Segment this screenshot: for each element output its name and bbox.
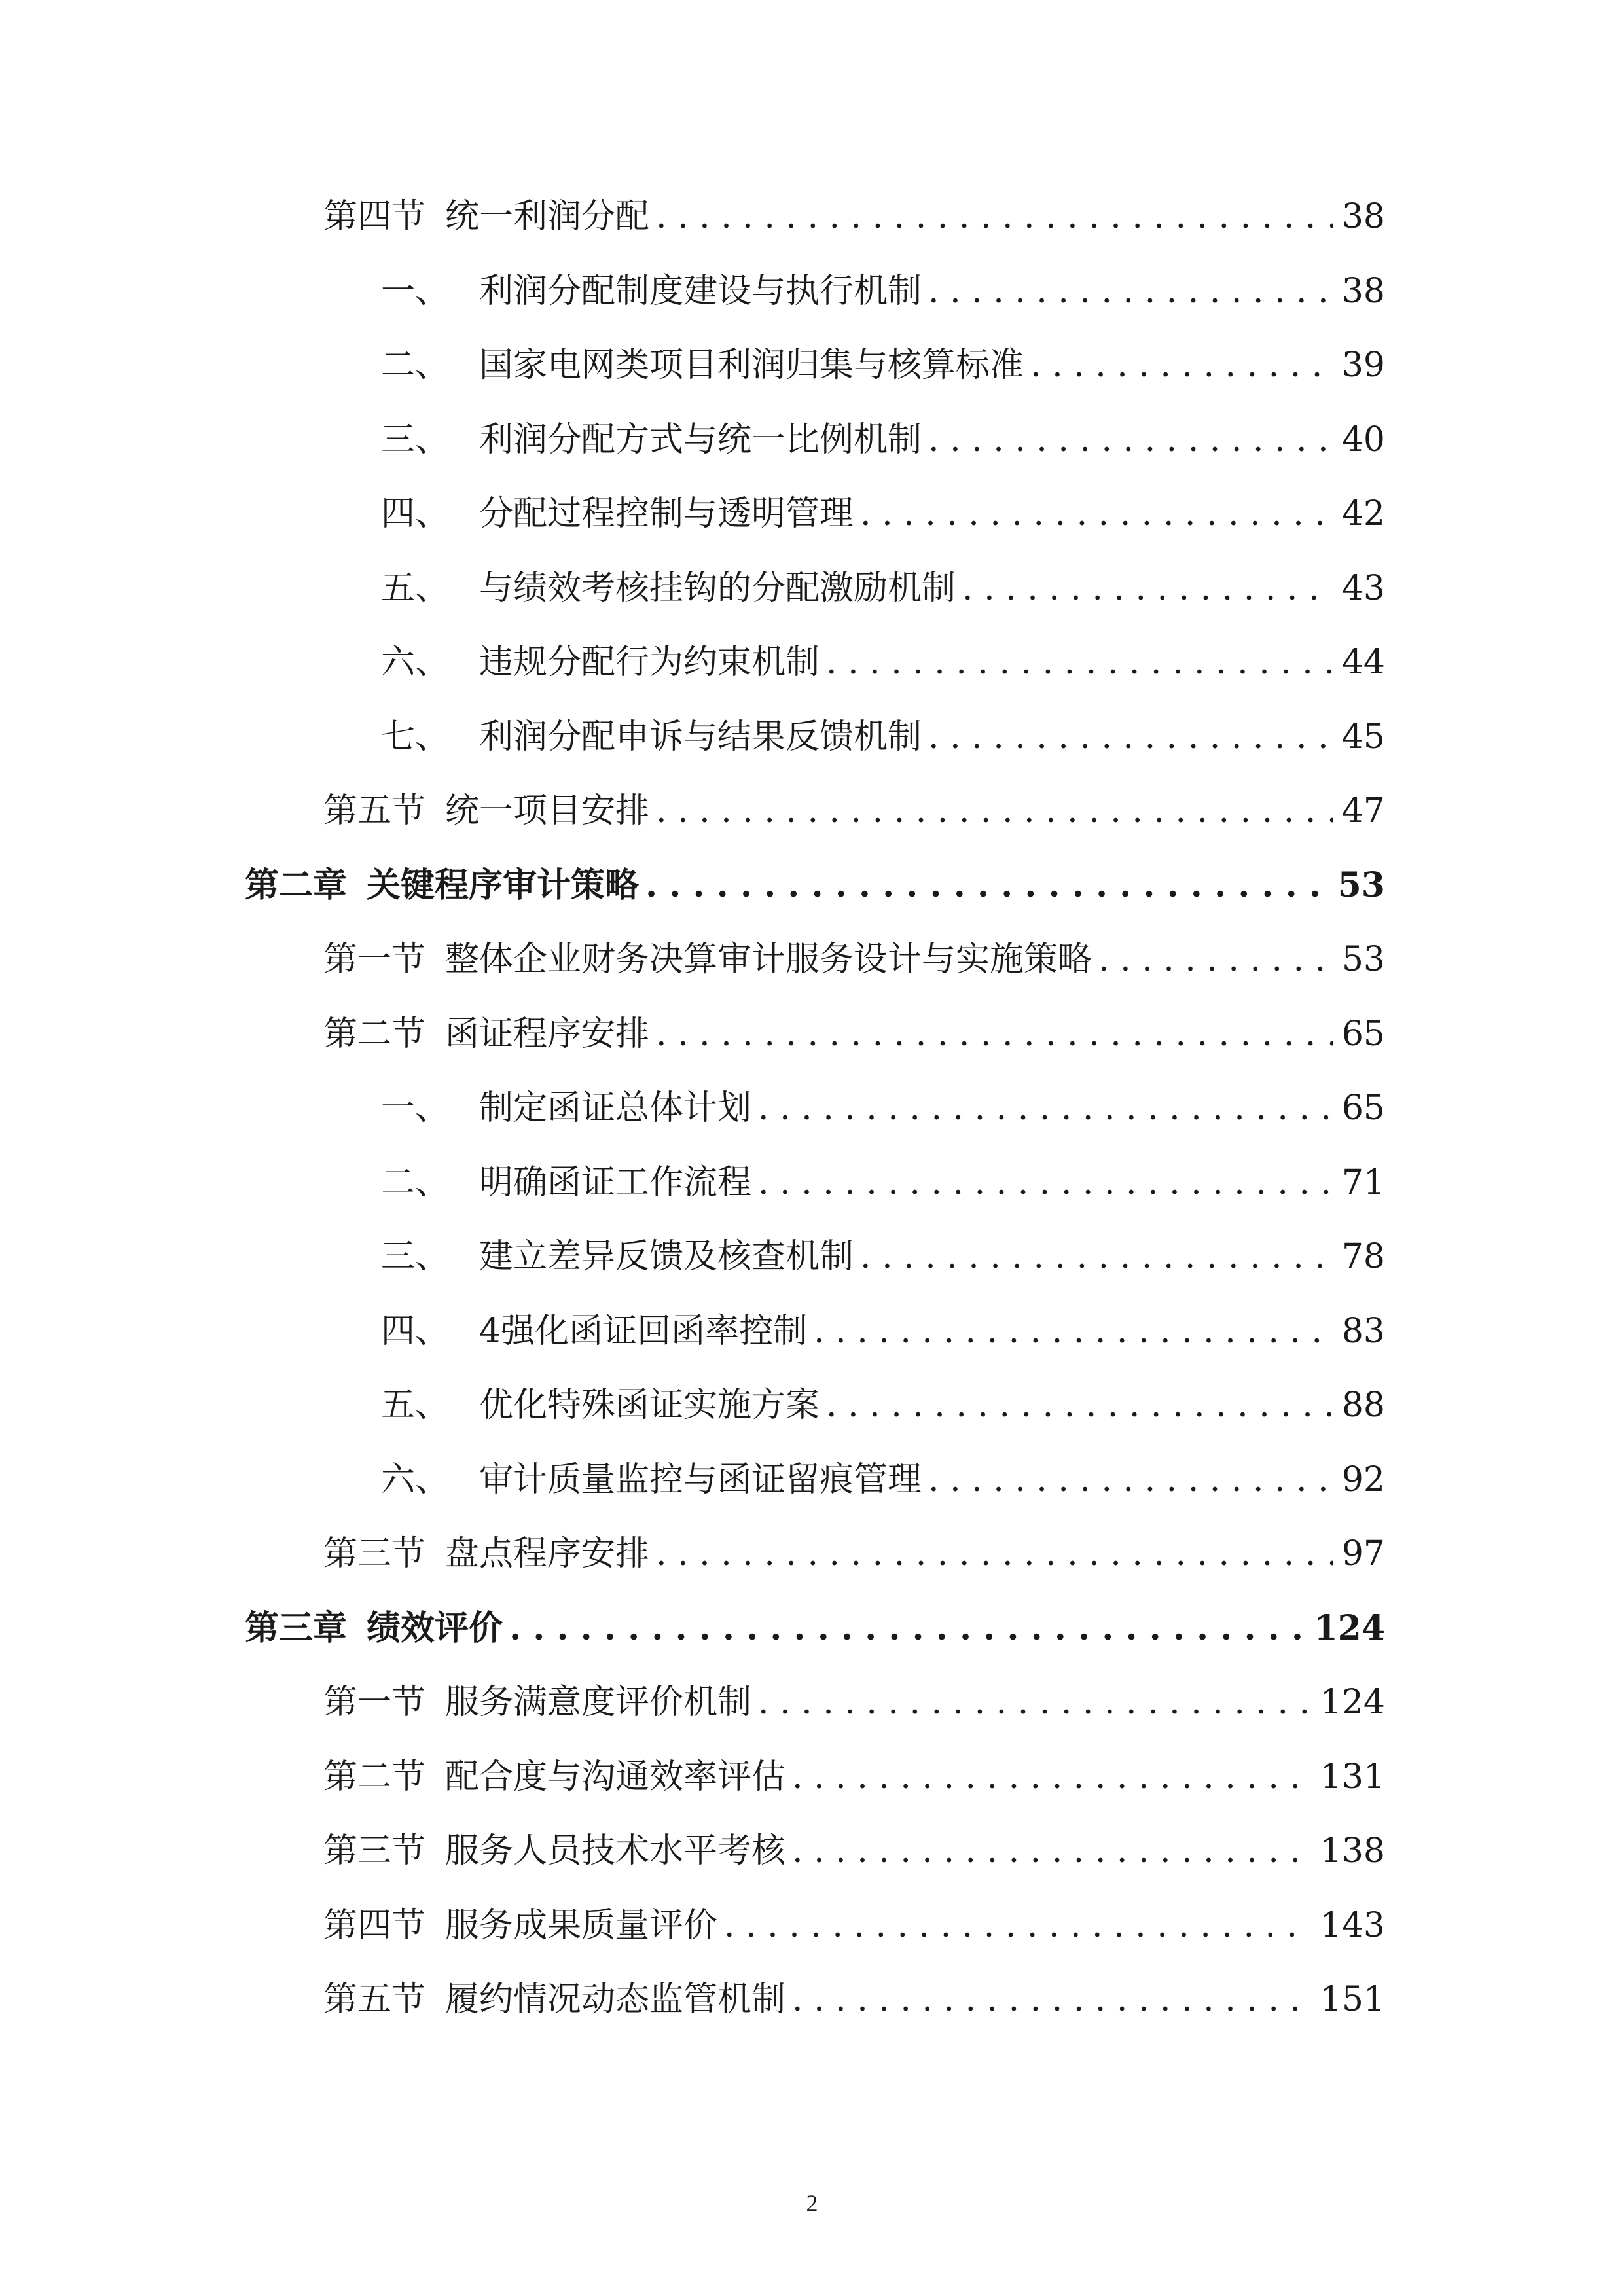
toc-entry-page-number: 78 [1341, 1237, 1385, 1276]
dot-leader [758, 1091, 1333, 1125]
toc-entry-title: 违规分配行为约束机制 [479, 643, 820, 682]
dot-leader [928, 274, 1333, 308]
toc-entry-page-number: 38 [1341, 197, 1385, 236]
toc-entry-item[interactable] [381, 1460, 1385, 1499]
toc-entry-page-number: 42 [1341, 494, 1385, 533]
toc-entry-label: 第四节 [323, 1906, 426, 1945]
toc-entry-label: 二、 [381, 346, 450, 385]
toc-entry-section[interactable] [323, 197, 1385, 236]
toc-entry-page-number: 43 [1341, 569, 1385, 608]
toc-entry-label: 三、 [381, 1237, 450, 1276]
toc-entry-section[interactable] [323, 942, 1385, 977]
toc-entry-page-number: 47 [1341, 791, 1385, 831]
toc-entry-label: 四、 [381, 494, 450, 533]
toc-entry-title: 函证程序安排 [445, 1014, 650, 1054]
toc-entry-title: 审计质量监控与函证留痕管理 [479, 1460, 922, 1499]
toc-entry-page-number: 143 [1320, 1906, 1385, 1945]
toc-entry-item[interactable] [381, 1088, 1385, 1128]
dot-leader [656, 200, 1333, 234]
dot-leader [656, 794, 1333, 828]
toc-entry-section[interactable] [323, 1906, 1385, 1945]
toc-entry-label: 四、 [381, 1312, 450, 1351]
toc-entry-label: 第四节 [323, 197, 426, 236]
toc-entry-label: 第三节 [323, 1534, 426, 1573]
toc-entry-title: 服务成果质量评价 [445, 1906, 718, 1945]
toc-entry-label: 第一节 [323, 1683, 426, 1722]
toc-entry-label: 第一节 [323, 940, 426, 979]
dot-leader [724, 1909, 1311, 1943]
toc-entry-label: 六、 [381, 643, 450, 682]
dot-leader [928, 1463, 1333, 1497]
toc-entry-label: 二、 [381, 1163, 450, 1202]
toc-entry-label: 一、 [381, 272, 450, 311]
dot-leader [814, 1314, 1333, 1348]
toc-entry-page-number: 88 [1341, 1386, 1385, 1425]
toc-entry-label: 三、 [381, 420, 450, 459]
toc-entry-chapter[interactable] [245, 865, 1385, 905]
toc-entry-section[interactable] [323, 1831, 1385, 1871]
toc-entry-section[interactable] [323, 1982, 1385, 2017]
toc-entry-title: 4强化函证回函率控制 [479, 1312, 808, 1351]
toc-entry-label: 第二章 [245, 865, 348, 905]
toc-entry-item[interactable] [381, 1386, 1385, 1425]
dot-leader [826, 645, 1333, 679]
toc-entry-item[interactable] [381, 420, 1385, 459]
toc-entry-item[interactable] [381, 1163, 1385, 1202]
toc-entry-page-number: 124 [1320, 1683, 1385, 1722]
dot-leader [928, 423, 1333, 457]
toc-entry-page-number: 71 [1341, 1163, 1385, 1202]
toc-entry-title: 绩效评价 [367, 1608, 503, 1648]
toc-entry-page-number: 138 [1320, 1831, 1385, 1871]
toc-entry-item[interactable] [381, 1237, 1385, 1276]
dot-leader [928, 720, 1333, 754]
toc-entry-item[interactable] [381, 569, 1385, 608]
toc-entry-page-number: 65 [1341, 1088, 1385, 1128]
toc-entry-page-number: 151 [1320, 1980, 1385, 2019]
dot-leader [656, 1537, 1333, 1571]
dot-leader [645, 869, 1329, 903]
toc-entry-title: 服务人员技术水平考核 [445, 1831, 786, 1871]
toc-entry-title: 统一项目安排 [445, 791, 650, 831]
toc-entry-page-number: 92 [1341, 1460, 1385, 1499]
toc-entry-title: 履约情况动态监管机制 [445, 1980, 786, 2019]
dot-leader [860, 1240, 1333, 1274]
toc-entry-title: 整体企业财务决算审计服务设计与实施策略 [445, 940, 1092, 979]
toc-entry-page-number: 83 [1341, 1312, 1385, 1351]
toc-entry-title: 关键程序审计策略 [367, 865, 640, 905]
toc-entry-title: 统一利润分配 [445, 197, 650, 236]
toc-entry-title: 利润分配申诉与结果反馈机制 [479, 717, 922, 757]
toc-entry-title: 优化特殊函证实施方案 [479, 1386, 820, 1425]
toc-entry-title: 制定函证总体计划 [479, 1088, 752, 1128]
dot-leader [860, 497, 1333, 531]
dot-leader [962, 571, 1333, 605]
toc-entry-page-number: 45 [1341, 717, 1385, 757]
toc-entry-page-number: 53 [1341, 940, 1385, 979]
dot-leader [792, 1760, 1311, 1794]
toc-entry-page-number: 124 [1314, 1608, 1385, 1648]
dot-leader [656, 1017, 1333, 1051]
toc-entry-label: 五、 [381, 569, 450, 608]
dot-leader [758, 1166, 1333, 1200]
dot-leader [792, 1834, 1311, 1868]
toc-entry-page-number: 39 [1341, 346, 1385, 385]
toc-entry-label: 一、 [381, 1088, 450, 1128]
dot-leader [792, 1982, 1311, 2017]
toc-entry-label: 第五节 [323, 1980, 426, 2019]
toc-entry-section[interactable] [323, 791, 1385, 831]
toc-entry-section[interactable] [323, 1534, 1385, 1573]
toc-entry-title: 与绩效考核挂钩的分配激励机制 [479, 569, 956, 608]
toc-entry-item[interactable] [381, 643, 1385, 682]
toc-entry-section[interactable] [323, 1757, 1385, 1797]
toc-entry-label: 五、 [381, 1386, 450, 1425]
toc-entry-title: 盘点程序安排 [445, 1534, 650, 1573]
toc-entry-item[interactable] [381, 272, 1385, 311]
toc-entry-title: 利润分配方式与统一比例机制 [479, 420, 922, 459]
toc-entry-title: 利润分配制度建设与执行机制 [479, 272, 922, 311]
toc-entry-label: 第三章 [245, 1608, 348, 1648]
toc-entry-page-number: 44 [1341, 643, 1385, 682]
toc-entry-page-number: 97 [1341, 1534, 1385, 1573]
toc-entry-item[interactable] [381, 1312, 1385, 1351]
toc-entry-item[interactable] [381, 717, 1385, 757]
page-number: 2 [806, 2190, 818, 2216]
toc-entry-label: 七、 [381, 717, 450, 757]
toc-entry-title: 配合度与沟通效率评估 [445, 1757, 786, 1797]
toc-entry-title: 分配过程控制与透明管理 [479, 494, 854, 533]
toc-entry-item[interactable] [381, 346, 1385, 385]
toc-entry-page-number: 38 [1341, 272, 1385, 311]
dot-leader [758, 1685, 1311, 1719]
dot-leader [826, 1388, 1333, 1422]
toc-entry-label: 第二节 [323, 1757, 426, 1797]
toc-entry-label: 第五节 [323, 791, 426, 831]
dot-leader [1030, 348, 1333, 382]
toc-entry-item[interactable] [381, 494, 1385, 533]
toc-entry-section[interactable] [323, 1683, 1385, 1722]
toc-entry-page-number: 131 [1320, 1757, 1385, 1797]
toc-entry-title: 建立差异反馈及核查机制 [479, 1237, 854, 1276]
toc-entry-label: 六、 [381, 1460, 450, 1499]
toc-entry-title: 服务满意度评价机制 [445, 1683, 752, 1722]
toc-entry-title: 明确函证工作流程 [479, 1163, 752, 1202]
toc-entry-page-number: 40 [1341, 420, 1385, 459]
toc-entry-label: 第三节 [323, 1831, 426, 1871]
toc-entry-chapter[interactable] [245, 1608, 1385, 1648]
toc-entry-title: 国家电网类项目利润归集与核算标准 [479, 346, 1024, 385]
toc-entry-page-number: 53 [1337, 865, 1385, 905]
dot-leader [509, 1611, 1305, 1645]
toc-entry-label: 第二节 [323, 1014, 426, 1054]
dot-leader [1098, 942, 1333, 977]
toc-entry-section[interactable] [323, 1014, 1385, 1054]
toc-entry-page-number: 65 [1341, 1014, 1385, 1054]
